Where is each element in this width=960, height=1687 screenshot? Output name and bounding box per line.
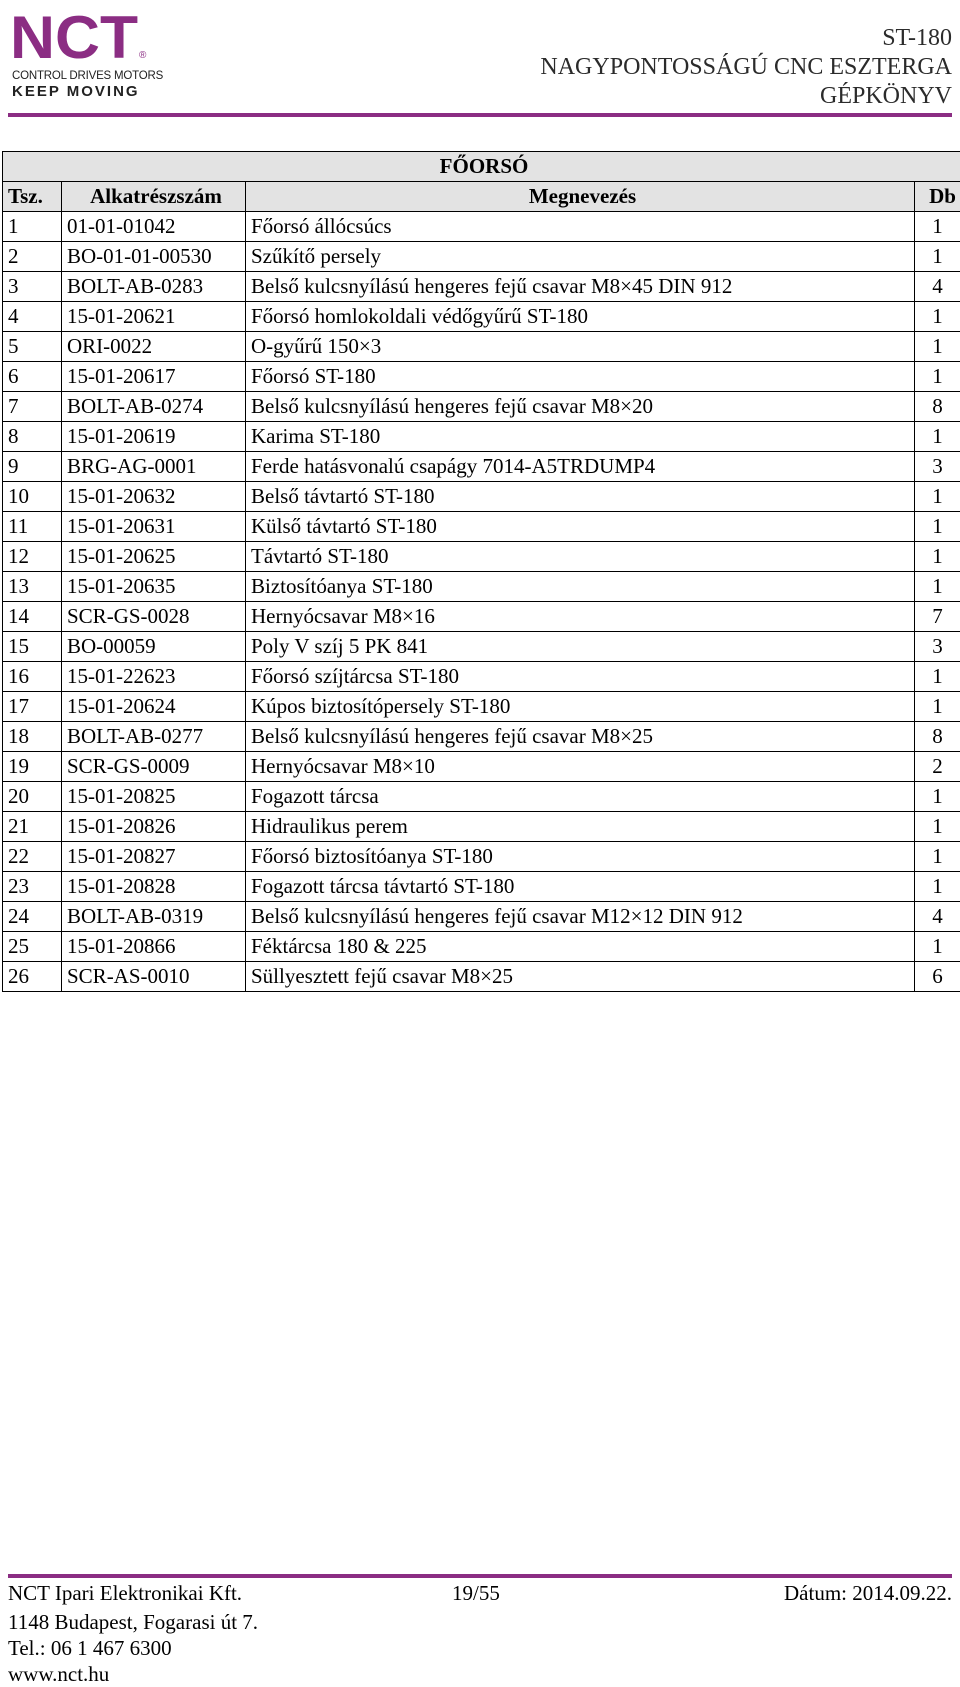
cell-part-number: SCR-GS-0009 — [62, 752, 246, 782]
cell-tsz: 18 — [3, 722, 62, 752]
cell-tsz: 21 — [3, 812, 62, 842]
cell-quantity: 1 — [915, 302, 960, 332]
cell-part-number: BO-00059 — [62, 632, 246, 662]
cell-tsz: 1 — [3, 212, 62, 242]
cell-part-number: SCR-GS-0028 — [62, 602, 246, 632]
cell-quantity: 7 — [915, 602, 960, 632]
cell-part-number: 15-01-20635 — [62, 572, 246, 602]
cell-name: Külső távtartó ST-180 — [246, 512, 915, 542]
cell-tsz: 5 — [3, 332, 62, 362]
footer-date: Dátum: 2014.09.22. — [784, 1581, 952, 1606]
table-row — [3, 332, 960, 362]
parts-table-body — [3, 212, 960, 992]
table-row — [3, 272, 960, 302]
cell-tsz: 22 — [3, 842, 62, 872]
cell-name: Féktárcsa 180 & 225 — [246, 932, 915, 962]
cell-tsz: 10 — [3, 482, 62, 512]
cell-quantity: 1 — [915, 242, 960, 272]
table-row — [3, 602, 960, 632]
cell-part-number: ORI-0022 — [62, 332, 246, 362]
cell-tsz: 13 — [3, 572, 62, 602]
table-row — [3, 632, 960, 662]
column-header-tsz: Tsz. — [3, 182, 62, 212]
table-row — [3, 452, 960, 482]
cell-name: Belső kulcsnyílású hengeres fejű csavar M8×20 — [246, 392, 915, 422]
cell-tsz: 3 — [3, 272, 62, 302]
cell-tsz: 9 — [3, 452, 62, 482]
column-header-quantity: Db — [915, 182, 960, 212]
cell-tsz: 4 — [3, 302, 62, 332]
cell-tsz: 24 — [3, 902, 62, 932]
cell-tsz: 25 — [3, 932, 62, 962]
table-row — [3, 482, 960, 512]
column-header-part-number: Alkatrészszám — [62, 182, 246, 212]
cell-tsz: 14 — [3, 602, 62, 632]
footer-page-number: 19/55 — [452, 1581, 500, 1606]
table-row — [3, 662, 960, 692]
cell-part-number: BO-01-01-00530 — [62, 242, 246, 272]
cell-name: Távtartó ST-180 — [246, 542, 915, 572]
table-title-row — [3, 152, 960, 182]
document-header-info — [540, 24, 952, 111]
cell-tsz: 26 — [3, 962, 62, 992]
cell-quantity: 3 — [915, 632, 960, 662]
table-row — [3, 752, 960, 782]
table-row — [3, 362, 960, 392]
table-row — [3, 962, 960, 992]
footer-website: www.nct.hu — [8, 1661, 258, 1687]
cell-tsz: 7 — [3, 392, 62, 422]
svg-text:®: ® — [139, 50, 147, 61]
cell-part-number: BRG-AG-0001 — [62, 452, 246, 482]
cell-tsz: 23 — [3, 872, 62, 902]
table-row — [3, 212, 960, 242]
cell-tsz: 6 — [3, 362, 62, 392]
cell-tsz: 16 — [3, 662, 62, 692]
cell-name: Belső távtartó ST-180 — [246, 482, 915, 512]
cell-part-number: 15-01-20625 — [62, 542, 246, 572]
cell-part-number: 15-01-20617 — [62, 362, 246, 392]
cell-quantity: 1 — [915, 482, 960, 512]
cell-quantity: 1 — [915, 662, 960, 692]
cell-quantity: 1 — [915, 782, 960, 812]
table-row — [3, 872, 960, 902]
column-header-name: Megnevezés — [246, 182, 915, 212]
cell-name: Hernyócsavar M8×10 — [246, 752, 915, 782]
cell-name: Főorsó állócsúcs — [246, 212, 915, 242]
cell-quantity: 1 — [915, 572, 960, 602]
column-header-row — [3, 182, 960, 212]
cell-tsz: 19 — [3, 752, 62, 782]
cell-tsz: 20 — [3, 782, 62, 812]
table-row — [3, 242, 960, 272]
cell-quantity: 1 — [915, 422, 960, 452]
cell-name: Biztosítóanya ST-180 — [246, 572, 915, 602]
logo-brand: NCT — [10, 6, 138, 64]
cell-name: Szűkítő persely — [246, 242, 915, 272]
cell-quantity: 1 — [915, 812, 960, 842]
cell-quantity: 6 — [915, 962, 960, 992]
cell-part-number: 01-01-01042 — [62, 212, 246, 242]
table-row — [3, 692, 960, 722]
cell-tsz: 2 — [3, 242, 62, 272]
cell-name: Belső kulcsnyílású hengeres fejű csavar M12×12 DIN 912 — [246, 902, 915, 932]
cell-part-number: BOLT-AB-0277 — [62, 722, 246, 752]
cell-tsz: 17 — [3, 692, 62, 722]
footer-street: 1148 Budapest, Fogarasi út 7. — [8, 1609, 258, 1635]
cell-part-number: BOLT-AB-0274 — [62, 392, 246, 422]
cell-part-number: 15-01-20631 — [62, 512, 246, 542]
header-divider — [8, 113, 952, 117]
cell-tsz: 8 — [3, 422, 62, 452]
table-row — [3, 392, 960, 422]
cell-name: Főorsó ST-180 — [246, 362, 915, 392]
cell-tsz: 12 — [3, 542, 62, 572]
cell-quantity: 1 — [915, 932, 960, 962]
cell-quantity: 4 — [915, 272, 960, 302]
cell-name: Belső kulcsnyílású hengeres fejű csavar M8×45 DIN 912 — [246, 272, 915, 302]
cell-part-number: BOLT-AB-0319 — [62, 902, 246, 932]
cell-part-number: 15-01-20621 — [62, 302, 246, 332]
cell-name: Kúpos biztosítópersely ST-180 — [246, 692, 915, 722]
footer-company: NCT Ipari Elektronikai Kft. — [8, 1581, 242, 1606]
cell-part-number: 15-01-20825 — [62, 782, 246, 812]
table-row — [3, 302, 960, 332]
cell-quantity: 4 — [915, 902, 960, 932]
cell-quantity: 1 — [915, 512, 960, 542]
table-row — [3, 932, 960, 962]
table-row — [3, 842, 960, 872]
cell-quantity: 3 — [915, 452, 960, 482]
cell-quantity: 8 — [915, 392, 960, 422]
document-type: GÉPKÖNYV — [540, 82, 952, 111]
table-row — [3, 782, 960, 812]
cell-name: Ferde hatásvonalú csapágy 7014-A5TRDUMP4 — [246, 452, 915, 482]
cell-quantity: 1 — [915, 692, 960, 722]
cell-quantity: 1 — [915, 212, 960, 242]
cell-quantity: 1 — [915, 362, 960, 392]
cell-part-number: BOLT-AB-0283 — [62, 272, 246, 302]
cell-part-number: 15-01-20827 — [62, 842, 246, 872]
cell-quantity: 8 — [915, 722, 960, 752]
cell-name: Belső kulcsnyílású hengeres fejű csavar M8×25 — [246, 722, 915, 752]
model-name: ST-180 — [540, 24, 952, 53]
product-name: NAGYPONTOSSÁGÚ CNC ESZTERGA — [540, 53, 952, 82]
cell-part-number: 15-01-20619 — [62, 422, 246, 452]
cell-quantity: 1 — [915, 872, 960, 902]
footer-address — [8, 1609, 258, 1687]
cell-name: Főorsó szíjtárcsa ST-180 — [246, 662, 915, 692]
cell-name: Karima ST-180 — [246, 422, 915, 452]
table-row — [3, 722, 960, 752]
cell-tsz: 11 — [3, 512, 62, 542]
table-title: FŐORSÓ — [3, 152, 960, 182]
table-row — [3, 812, 960, 842]
cell-quantity: 1 — [915, 842, 960, 872]
table-row — [3, 542, 960, 572]
cell-part-number: 15-01-20632 — [62, 482, 246, 512]
table-row — [3, 422, 960, 452]
table-row — [3, 572, 960, 602]
cell-part-number: 15-01-20826 — [62, 812, 246, 842]
logo-tagline: KEEP MOVING — [12, 84, 140, 100]
cell-part-number: 15-01-20828 — [62, 872, 246, 902]
cell-name: Poly V szíj 5 PK 841 — [246, 632, 915, 662]
cell-quantity: 2 — [915, 752, 960, 782]
table-row — [3, 512, 960, 542]
cell-name: Hidraulikus perem — [246, 812, 915, 842]
cell-part-number: 15-01-20866 — [62, 932, 246, 962]
cell-quantity: 1 — [915, 542, 960, 572]
table-row — [3, 902, 960, 932]
cell-name: Főorsó homlokoldali védőgyűrű ST-180 — [246, 302, 915, 332]
footer-divider — [8, 1574, 952, 1578]
cell-part-number: 15-01-20624 — [62, 692, 246, 722]
nct-logo — [10, 6, 160, 102]
parts-table — [2, 151, 960, 992]
cell-name: Fogazott tárcsa — [246, 782, 915, 812]
cell-name: O-gyűrű 150×3 — [246, 332, 915, 362]
cell-name: Hernyócsavar M8×16 — [246, 602, 915, 632]
cell-part-number: 15-01-22623 — [62, 662, 246, 692]
cell-quantity: 1 — [915, 332, 960, 362]
cell-name: Süllyesztett fejű csavar M8×25 — [246, 962, 915, 992]
cell-part-number: SCR-AS-0010 — [62, 962, 246, 992]
cell-tsz: 15 — [3, 632, 62, 662]
cell-name: Fogazott tárcsa távtartó ST-180 — [246, 872, 915, 902]
footer-phone: Tel.: 06 1 467 6300 — [8, 1635, 258, 1661]
logo-subline: CONTROL DRIVES MOTORS — [12, 70, 163, 82]
cell-name: Főorsó biztosítóanya ST-180 — [246, 842, 915, 872]
nct-logo-mark — [10, 6, 150, 64]
